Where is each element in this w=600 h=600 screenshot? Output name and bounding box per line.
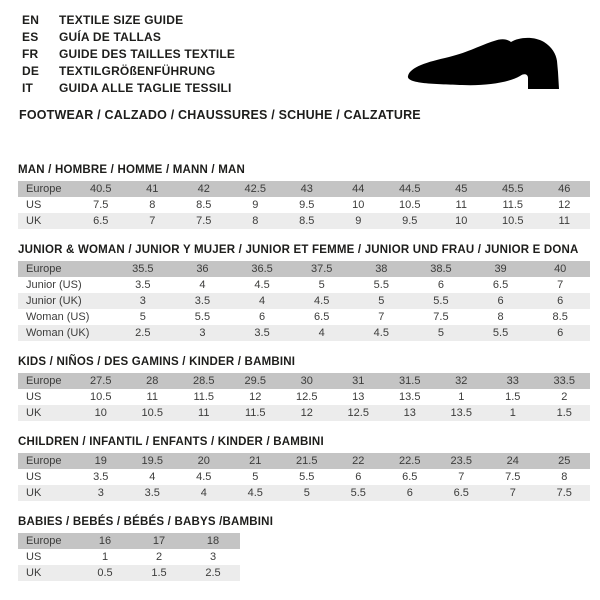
size-value-cell: 32 bbox=[455, 375, 468, 387]
language-guide-title: TEXTILE SIZE GUIDE bbox=[59, 13, 184, 27]
size-value-cell: 2.5 bbox=[135, 327, 151, 339]
table-row bbox=[18, 549, 240, 565]
size-value-cell: 8 bbox=[497, 311, 504, 323]
row-label: UK bbox=[26, 215, 42, 227]
size-value-cell: 5 bbox=[252, 471, 259, 483]
size-value-cell: 10.5 bbox=[141, 407, 163, 419]
size-value-cell: 28.5 bbox=[193, 375, 215, 387]
table-row bbox=[18, 213, 590, 229]
size-value-cell: 24 bbox=[506, 455, 519, 467]
size-value-cell: 42 bbox=[197, 183, 210, 195]
language-guide-title: GUIDA ALLE TAGLIE TESSILI bbox=[59, 81, 232, 95]
size-value-cell: 11.5 bbox=[502, 199, 524, 211]
size-value-cell: 12.5 bbox=[347, 407, 369, 419]
language-guide-title: TEXTILGRÖßENFÜHRUNG bbox=[59, 64, 216, 78]
size-value-cell: 4 bbox=[200, 487, 207, 499]
size-value-cell: 3 bbox=[209, 551, 217, 563]
size-value-cell: 6 bbox=[497, 295, 504, 307]
language-row bbox=[22, 12, 235, 29]
table-row bbox=[18, 309, 590, 325]
table-row bbox=[18, 533, 240, 549]
language-code: IT bbox=[22, 81, 34, 95]
table-title: CHILDREN / INFANTIL / ENFANTS / KINDER / BAMBINI bbox=[18, 436, 324, 448]
size-value-cell: 7 bbox=[557, 279, 564, 291]
table-title: KIDS / NIÑOS / DES GAMINS / KINDER / BAMBINI bbox=[18, 356, 296, 368]
table-title: MAN / HOMBRE / HOMME / MANN / MAN bbox=[18, 164, 246, 176]
size-value-cell: 1.5 bbox=[556, 407, 572, 419]
table-row bbox=[18, 405, 590, 421]
size-table-section bbox=[18, 164, 590, 229]
size-value-cell: 12 bbox=[300, 407, 313, 419]
size-value-cell: 9.5 bbox=[402, 215, 418, 227]
table-row bbox=[18, 325, 590, 341]
language-code: DE bbox=[22, 64, 40, 78]
size-value-cell: 11 bbox=[558, 215, 570, 227]
size-value-cell: 6 bbox=[557, 295, 564, 307]
size-value-cell: 12.5 bbox=[296, 391, 318, 403]
size-value-cell: 31 bbox=[352, 375, 365, 387]
size-value-cell: 40 bbox=[554, 263, 567, 275]
size-value-cell: 42.5 bbox=[244, 183, 266, 195]
size-value-cell: 3 bbox=[139, 295, 146, 307]
size-value-cell: 5.5 bbox=[299, 471, 315, 483]
size-value-cell: 1 bbox=[458, 391, 465, 403]
row-label: Europe bbox=[26, 263, 62, 275]
size-value-cell: 4.5 bbox=[314, 295, 330, 307]
size-value-cell: 7 bbox=[378, 311, 385, 323]
table-title: JUNIOR & WOMAN / JUNIOR Y MUJER / JUNIOR ET FEMME / JUNIOR UND FRAU / JUNIOR E DONA bbox=[18, 244, 579, 256]
table-row bbox=[18, 389, 590, 405]
size-value-cell: 1 bbox=[101, 551, 109, 563]
row-label: Europe bbox=[26, 183, 62, 195]
row-label: UK bbox=[26, 487, 42, 499]
language-guide-title: GUIDE DES TAILLES TEXTILE bbox=[59, 47, 236, 61]
size-value-cell: 9 bbox=[252, 199, 259, 211]
size-table bbox=[18, 261, 590, 341]
size-value-cell: 21.5 bbox=[296, 455, 318, 467]
size-value-cell: 5.5 bbox=[492, 327, 509, 339]
size-value-cell: 4.5 bbox=[254, 279, 270, 291]
size-value-cell: 12 bbox=[249, 391, 262, 403]
size-value-cell: 5.5 bbox=[350, 487, 366, 499]
size-value-cell: 29.5 bbox=[244, 375, 266, 387]
size-value-cell: 19 bbox=[94, 455, 107, 467]
size-value-cell: 19.5 bbox=[141, 455, 163, 467]
size-value-cell: 46 bbox=[558, 183, 571, 195]
size-value-cell: 10.5 bbox=[399, 199, 421, 211]
size-value-cell: 21 bbox=[249, 455, 262, 467]
language-row bbox=[22, 80, 235, 97]
row-label: Junior (UK) bbox=[26, 295, 82, 307]
size-value-cell: 4 bbox=[149, 471, 156, 483]
size-value-cell: 5.5 bbox=[373, 279, 389, 291]
language-code: FR bbox=[22, 47, 39, 61]
size-value-cell: 11 bbox=[146, 391, 158, 403]
table-row bbox=[18, 469, 590, 485]
table-row bbox=[18, 293, 590, 309]
size-value-cell: 3 bbox=[97, 487, 104, 499]
size-value-cell: 6 bbox=[437, 279, 444, 291]
table-row bbox=[18, 373, 590, 389]
size-value-cell: 6.5 bbox=[492, 279, 509, 291]
size-value-cell: 37.5 bbox=[310, 263, 333, 275]
row-label: Junior (US) bbox=[26, 279, 82, 291]
size-value-cell: 22.5 bbox=[399, 455, 421, 467]
size-value-cell: 4 bbox=[259, 295, 266, 307]
size-table-section bbox=[18, 356, 590, 421]
size-value-cell: 41 bbox=[146, 183, 159, 195]
size-value-cell: 43 bbox=[300, 183, 313, 195]
size-value-cell: 5 bbox=[437, 327, 444, 339]
size-value-cell: 33 bbox=[506, 375, 519, 387]
size-value-cell: 1 bbox=[509, 407, 516, 419]
size-value-cell: 4.5 bbox=[247, 487, 263, 499]
size-value-cell: 3.5 bbox=[194, 295, 211, 307]
table-title: BABIES / BEBÉS / BÉBÉS / BABYS /BAMBINI bbox=[18, 516, 274, 528]
size-value-cell: 20 bbox=[197, 455, 210, 467]
language-row bbox=[22, 63, 235, 80]
size-value-cell: 6 bbox=[355, 471, 362, 483]
size-value-cell: 38 bbox=[375, 263, 388, 275]
size-value-cell: 7.5 bbox=[196, 215, 212, 227]
size-value-cell: 10 bbox=[352, 199, 365, 211]
shoe-icon bbox=[402, 36, 568, 94]
language-code: EN bbox=[22, 13, 40, 27]
size-value-cell: 36 bbox=[196, 263, 209, 275]
size-value-cell: 2.5 bbox=[205, 567, 221, 579]
size-table bbox=[18, 373, 590, 421]
language-row bbox=[22, 29, 235, 46]
row-label: US bbox=[26, 551, 42, 563]
size-value-cell: 3 bbox=[199, 327, 206, 339]
size-value-cell: 36.5 bbox=[251, 263, 273, 275]
language-title-list bbox=[22, 12, 235, 97]
language-row bbox=[22, 46, 235, 63]
table-row bbox=[18, 485, 590, 501]
size-value-cell: 6.5 bbox=[402, 471, 418, 483]
size-tables bbox=[18, 164, 590, 581]
row-label: US bbox=[26, 391, 42, 403]
size-value-cell: 25 bbox=[558, 455, 571, 467]
size-value-cell: 6 bbox=[259, 311, 266, 323]
row-label: UK bbox=[26, 567, 42, 579]
size-value-cell: 2 bbox=[155, 551, 163, 563]
size-value-cell: 6.5 bbox=[93, 215, 109, 227]
row-label: US bbox=[26, 471, 42, 483]
size-value-cell: 10.5 bbox=[90, 391, 112, 403]
row-label: Woman (US) bbox=[26, 311, 90, 323]
size-value-cell: 30 bbox=[300, 375, 313, 387]
size-value-cell: 18 bbox=[206, 535, 220, 547]
row-label: Woman (UK) bbox=[26, 327, 90, 339]
size-value-cell: 11.5 bbox=[244, 407, 266, 419]
size-value-cell: 12 bbox=[558, 199, 571, 211]
size-value-cell: 5 bbox=[378, 295, 385, 307]
size-value-cell: 4.5 bbox=[373, 327, 389, 339]
size-value-cell: 33.5 bbox=[553, 375, 575, 387]
size-value-cell: 22 bbox=[352, 455, 365, 467]
size-table-section bbox=[18, 436, 590, 501]
table-row bbox=[18, 261, 590, 277]
size-value-cell: 13.5 bbox=[450, 407, 472, 419]
size-value-cell: 11.5 bbox=[193, 391, 215, 403]
size-value-cell: 8.5 bbox=[552, 311, 568, 323]
size-value-cell: 6 bbox=[406, 487, 413, 499]
row-label: US bbox=[26, 199, 42, 211]
size-value-cell: 4 bbox=[199, 279, 206, 291]
size-table bbox=[18, 533, 240, 581]
size-value-cell: 1.5 bbox=[151, 567, 167, 579]
table-row bbox=[18, 453, 590, 469]
size-value-cell: 5 bbox=[303, 487, 310, 499]
size-value-cell: 7 bbox=[149, 215, 156, 227]
size-value-cell: 4 bbox=[318, 327, 325, 339]
size-value-cell: 11 bbox=[198, 407, 210, 419]
size-value-cell: 44.5 bbox=[399, 183, 421, 195]
size-value-cell: 39 bbox=[494, 263, 507, 275]
size-value-cell: 2 bbox=[561, 391, 568, 403]
size-value-cell: 28 bbox=[146, 375, 159, 387]
row-label: Europe bbox=[26, 375, 62, 387]
language-code: ES bbox=[22, 30, 39, 44]
size-value-cell: 8 bbox=[561, 471, 568, 483]
language-guide-title: GUÍA DE TALLAS bbox=[59, 30, 162, 44]
size-value-cell: 7 bbox=[509, 487, 516, 499]
size-value-cell: 7 bbox=[458, 471, 465, 483]
size-value-cell: 11 bbox=[455, 199, 467, 211]
row-label: UK bbox=[26, 407, 42, 419]
size-value-cell: 7.5 bbox=[505, 471, 521, 483]
size-value-cell: 23.5 bbox=[450, 455, 472, 467]
size-value-cell: 3.5 bbox=[93, 471, 109, 483]
size-value-cell: 45.5 bbox=[502, 183, 524, 195]
size-value-cell: 6.5 bbox=[453, 487, 469, 499]
size-value-cell: 27.5 bbox=[90, 375, 112, 387]
size-value-cell: 8 bbox=[149, 199, 156, 211]
category-heading: FOOTWEAR / CALZADO / CHAUSSURES / SCHUHE / CALZATURE bbox=[19, 108, 421, 122]
size-value-cell: 13 bbox=[352, 391, 365, 403]
size-value-cell: 38.5 bbox=[430, 263, 452, 275]
size-value-cell: 8.5 bbox=[299, 215, 315, 227]
size-value-cell: 13 bbox=[403, 407, 416, 419]
size-value-cell: 7.5 bbox=[433, 311, 449, 323]
size-value-cell: 31.5 bbox=[399, 375, 421, 387]
row-label: Europe bbox=[26, 535, 62, 547]
size-value-cell: 7.5 bbox=[556, 487, 572, 499]
size-value-cell: 35.5 bbox=[132, 263, 154, 275]
size-table bbox=[18, 181, 590, 229]
size-value-cell: 8 bbox=[252, 215, 259, 227]
size-value-cell: 9.5 bbox=[299, 199, 315, 211]
table-row bbox=[18, 181, 590, 197]
size-value-cell: 9 bbox=[355, 215, 362, 227]
table-row bbox=[18, 277, 590, 293]
size-value-cell: 16 bbox=[98, 535, 112, 547]
size-value-cell: 0.5 bbox=[97, 567, 113, 579]
size-value-cell: 8.5 bbox=[196, 199, 212, 211]
size-value-cell: 4.5 bbox=[196, 471, 212, 483]
size-value-cell: 5.5 bbox=[194, 311, 211, 323]
size-value-cell: 10 bbox=[455, 215, 468, 227]
size-value-cell: 1.5 bbox=[505, 391, 521, 403]
size-value-cell: 17 bbox=[152, 535, 166, 547]
size-value-cell: 10.5 bbox=[502, 215, 524, 227]
table-row bbox=[18, 197, 590, 213]
size-value-cell: 44 bbox=[352, 183, 365, 195]
size-value-cell: 13.5 bbox=[399, 391, 421, 403]
size-value-cell: 3.5 bbox=[254, 327, 270, 339]
size-table-section bbox=[18, 516, 590, 581]
size-value-cell: 3.5 bbox=[135, 279, 151, 291]
table-row bbox=[18, 565, 240, 581]
size-value-cell: 5 bbox=[318, 279, 325, 291]
size-table-section bbox=[18, 244, 590, 341]
size-table bbox=[18, 453, 590, 501]
size-value-cell: 3.5 bbox=[144, 487, 160, 499]
size-value-cell: 40.5 bbox=[90, 183, 112, 195]
size-value-cell: 10 bbox=[94, 407, 107, 419]
size-value-cell: 5 bbox=[139, 311, 146, 323]
size-value-cell: 6 bbox=[557, 327, 564, 339]
size-value-cell: 6.5 bbox=[314, 311, 330, 323]
row-label: Europe bbox=[26, 455, 62, 467]
size-value-cell: 45 bbox=[455, 183, 468, 195]
size-value-cell: 5.5 bbox=[433, 295, 449, 307]
size-value-cell: 7.5 bbox=[93, 199, 109, 211]
